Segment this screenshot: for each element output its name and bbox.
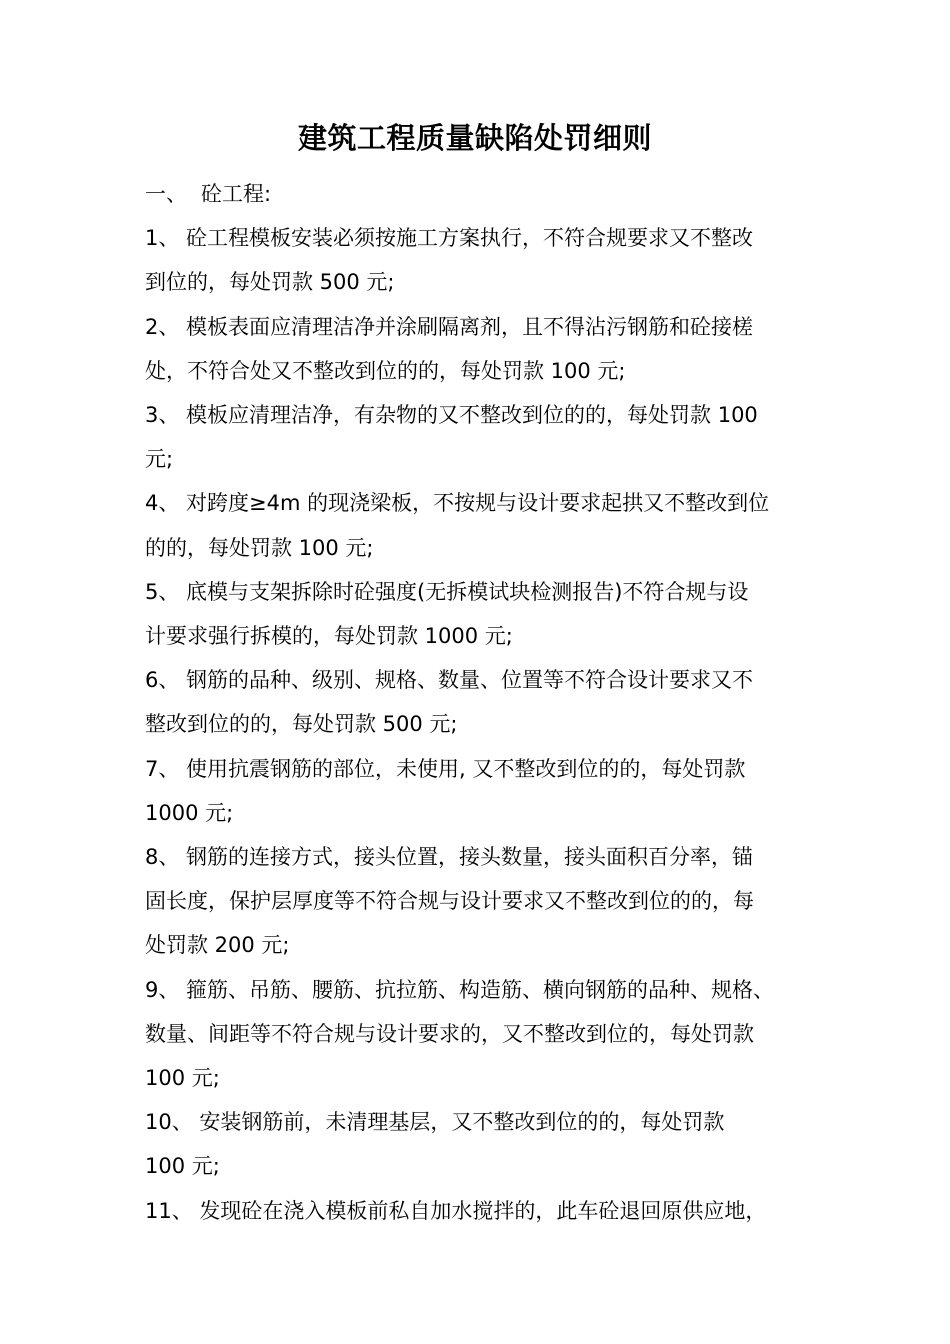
clause-line: 元; (145, 447, 174, 472)
clause-4 (145, 481, 817, 569)
section-number: 一、 (145, 182, 187, 206)
clause-line: 100 元; (145, 1154, 220, 1179)
document-body (145, 172, 817, 1233)
clause-line: 9、 箍筋、吊筋、腰筋、抗拉筋、构造筋、横向钢筋的品种、规格、 (145, 977, 775, 1002)
clause-line: 11、 发现砼在浇入模板前私自加水搅拌的，此车砼退回原供应地， (145, 1198, 767, 1223)
clause-line: 100 元; (145, 1066, 220, 1091)
clause-line: 3、 模板应清理洁净，有杂物的又不整改到位的的，每处罚款 100 (145, 403, 758, 428)
clause-line: 5、 底模与支架拆除时砼强度(无拆模试块检测报告)不符合规与设 (145, 579, 749, 604)
clause-line: 6、 钢筋的品种、级别、规格、数量、位置等不符合设计要求又不 (145, 668, 754, 693)
clause-9 (145, 968, 817, 1101)
clause-6 (145, 658, 817, 746)
clause-line: 计要求强行拆模的，每处罚款 1000 元; (145, 624, 513, 649)
clause-11 (145, 1189, 817, 1233)
clause-line: 8、 钢筋的连接方式，接头位置，接头数量，接头面积百分率，锚 (145, 845, 754, 870)
clause-8 (145, 835, 817, 968)
clause-line: 处罚款 200 元; (145, 933, 290, 958)
clause-line: 10、 安装钢筋前，未清理基层，又不整改到位的的，每处罚款 (145, 1110, 725, 1135)
clause-line: 到位的，每处罚款 500 元; (145, 270, 395, 295)
clause-line: 4、 对跨度≥4m 的现浇梁板，不按规与设计要求起拱又不整改到位 (145, 491, 770, 516)
section-heading (145, 172, 817, 216)
clause-line: 2、 模板表面应清理洁净并涂刷隔离剂，且不得沾污钢筋和砼接槎 (145, 314, 754, 339)
clause-line: 1、 砼工程模板安装必须按施工方案执行，不符合规要求又不整改 (145, 226, 754, 251)
document-title: 建筑工程质量缺陷处罚细则 (297, 121, 652, 155)
clause-line: 整改到位的的，每处罚款 500 元; (145, 712, 458, 737)
clause-3 (145, 393, 817, 481)
clause-5 (145, 570, 817, 658)
clause-line: 固长度，保护层厚度等不符合规与设计要求又不整改到位的的，每 (145, 889, 754, 914)
clause-line: 数量、间距等不符合规与设计要求的，又不整改到位的，每处罚款 (145, 1021, 754, 1046)
clause-line: 处，不符合处又不整改到位的的，每处罚款 100 元; (145, 358, 626, 383)
clause-line: 1000 元; (145, 800, 234, 825)
section-heading-text: 砼工程: (201, 182, 272, 206)
clause-10 (145, 1100, 817, 1188)
clause-1 (145, 216, 817, 304)
clause-line: 7、 使用抗震钢筋的部位，未使用, 又不整改到位的的，每处罚款 (145, 756, 746, 781)
clause-line: 的的，每处罚款 100 元; (145, 535, 374, 560)
clause-7 (145, 747, 817, 835)
clause-2 (145, 305, 817, 393)
